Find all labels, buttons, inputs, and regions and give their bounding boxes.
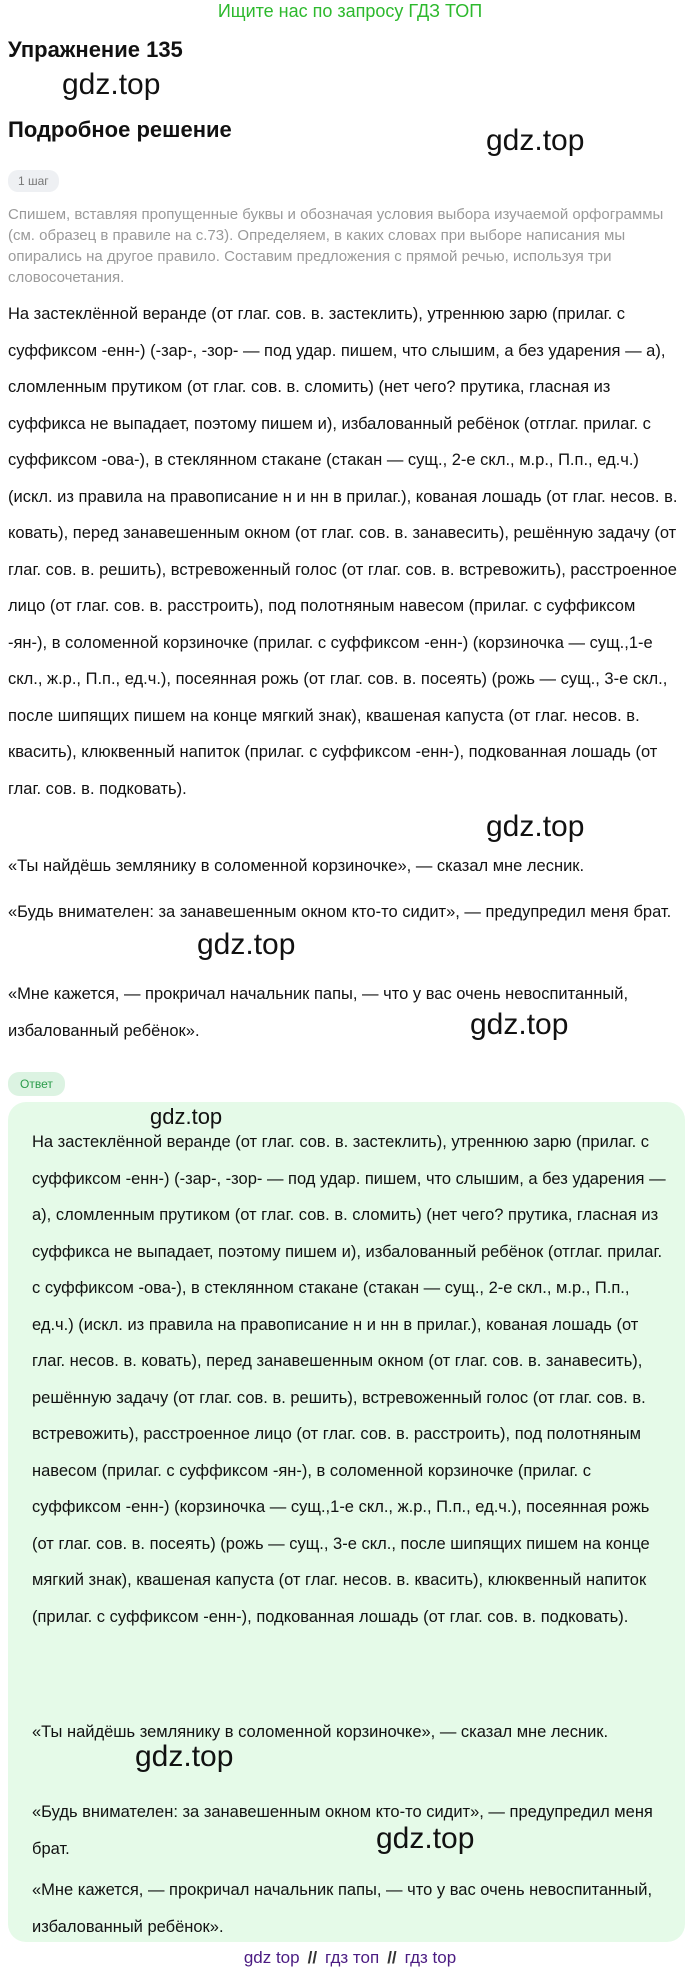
watermark: gdz.top bbox=[135, 1740, 234, 1773]
search-banner: Ищите нас по запросу ГДЗ ТОП bbox=[217, 1, 483, 21]
watermark: gdz.top bbox=[62, 68, 161, 101]
watermark: gdz.top bbox=[486, 810, 585, 843]
watermark: gdz.top bbox=[376, 1822, 475, 1855]
footer-link-2[interactable]: гдз топ bbox=[325, 1948, 380, 1967]
quote-1: «Ты найдёшь землянику в соломенной корзиночке», — сказал мне лесник. bbox=[8, 857, 585, 875]
watermark: gdz.top bbox=[486, 124, 585, 157]
step-badge: 1 шаг bbox=[8, 170, 59, 192]
answer-section bbox=[32, 1124, 668, 1635]
solution-heading: Подробное решение bbox=[8, 117, 232, 142]
watermark: gdz.top bbox=[470, 1008, 569, 1041]
footer-separator: // bbox=[387, 1948, 397, 1967]
footer-link-1[interactable]: gdz top bbox=[243, 1948, 300, 1967]
footer-separator: // bbox=[307, 1948, 318, 1967]
answer-quote-3: «Мне кажется, — прокричал начальник папы, — что у вас очень невоспитанный, избалованный ребёнок». bbox=[32, 1881, 653, 1936]
answer-quote-1: «Ты найдёшь землянику в соломенной корзиночке», — сказал мне лесник. bbox=[32, 1723, 609, 1741]
answer-quote-2: «Будь внимателен: за занавешенным окном кто-то сидит», — предупредил меня брат. bbox=[32, 1803, 653, 1858]
answer-badge: Ответ bbox=[8, 1072, 65, 1096]
watermark: gdz.top bbox=[197, 928, 296, 961]
solution-text: На застеклённой веранде (от глаг. сов. в. застеклить), утреннюю зарю (прилаг. с суффиксом -енн-) (-зар-, -зор- — под удар. пишем, что слышим, а без ударения — а), сломленным прутиком (от глаг. сов. в. сломить) (нет чего? прутика, гласная из суффикса не выпадает, поэтому пишем и), избалованный ребёнок (отглаг. прилаг. с суффиксом -ова-), в стеклянном стакане (стакан — сущ., 2-е скл., м.р., П.п., ед.ч.) (искл. из правила на правописание н и нн в прилаг.), кованая лошадь (от глаг. несов. в. ковать), перед занавешенным окном (от глаг. сов. в. занавесить), решённую задачу (от глаг. сов. в. решить), встревоженный голос (от глаг. сов. в. встревожить), расстроенное лицо (от глаг. сов. в. расстроить), под полотняным навесом (прилаг. с суффиксом -ян-), в соломенной корзиночке (прилаг. с суффиксом -енн-) (корзиночка — сущ.,1-е скл., ж.р., П.п., ед.ч.), посеянная рожь (от глаг. сов. в. посеять) (рожь — сущ., 3-е скл., после шипящих пишем на конце мягкий знак), квашеная капуста (от глаг. несов. в. квасить), клюквенный напиток (прилаг. с суффиксом -енн-), подкованная лошадь (от глаг. сов. в. подковать). bbox=[8, 305, 678, 798]
solution-section bbox=[8, 296, 678, 807]
answer-text: На застеклённой веранде (от глаг. сов. в. застеклить), утреннюю зарю (прилаг. с суффиксом -енн-) (-зар-, -зор- — под удар. пишем, что слышим, а без ударения — а), сломленным прутиком (от глаг. сов. в. сломить) (нет чего? прутика, гласная из суффикса не выпадает, поэтому пишем и), избалованный ребёнок (отглаг. прилаг. с суффиксом -ова-), в стеклянном стакане (стакан — сущ., 2-е скл., м.р., П.п., ед.ч.) (искл. из правила на правописание н и нн в прилаг.), кованая лошадь (от глаг. несов. в. ковать), перед занавешенным окном (от глаг. сов. в. занавесить), решённую задачу (от глаг. сов. в. решить), встревоженный голос (от глаг. сов. в. встревожить), расстроенное лицо (от глаг. сов. в. расстроить), под полотняным навесом (прилаг. с суффиксом -ян-), в соломенной корзиночке (прилаг. с суффиксом -енн-) (корзиночка — сущ.,1-е скл., ж.р., П.п., ед.ч.), посеянная рожь (от глаг. сов. в. посеять) (рожь — сущ., 3-е скл., после шипящих пишем на конце мягкий знак), квашеная капуста (от глаг. несов. в. квасить), клюквенный напиток (прилаг. с суффиксом -енн-), подкованная лошадь (от глаг. сов. в. подковать). bbox=[32, 1133, 666, 1626]
footer-links bbox=[0, 1947, 700, 1969]
watermark: gdz.top bbox=[150, 1104, 223, 1129]
intro-text: Спишем, вставляя пропущенные буквы и обозначая условия выбора изучаемой орфограммы (см. образец в правиле на с.73). Определяем, в каких словах при выборе написания мы опирались на другое правило. Составим предложения с прямой речью, используя три словосочетания. bbox=[8, 206, 664, 286]
quote-2: «Будь внимателен: за занавешенным окном кто-то сидит», — предупредил меня брат. bbox=[8, 903, 672, 921]
footer-link-3[interactable]: гдз top bbox=[404, 1948, 457, 1967]
quote-3: «Мне кажется, — прокричал начальник папы, — что у вас очень невоспитанный, избалованный ребёнок». bbox=[8, 985, 629, 1040]
exercise-title: Упражнение 135 bbox=[8, 37, 183, 62]
